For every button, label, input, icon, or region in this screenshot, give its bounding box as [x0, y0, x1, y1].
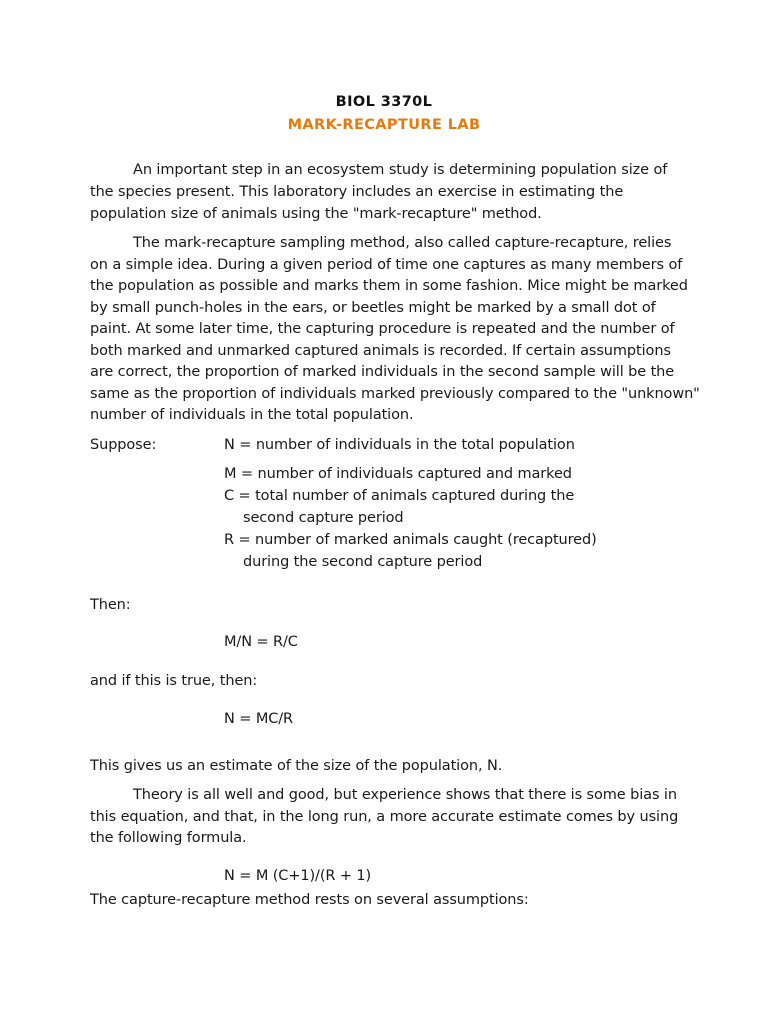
bias-line-2: this equation, and that, in the long run, a more accurate estimate comes by using: [90, 809, 679, 825]
intro-line-2: the species present. This laboratory includes an exercise in estimating the: [90, 184, 624, 200]
method-line-4: by small punch-holes in the ears, or beetles might be marked by a small dot of: [90, 300, 656, 316]
estimate-note: This gives us an estimate of the size of the population, N.: [90, 758, 503, 774]
estimate-equation: N = MC/R: [224, 711, 294, 727]
method-line-2: on a simple idea. During a given period of time one captures as many members of: [90, 257, 683, 273]
definition-c-cont: second capture period: [243, 510, 404, 526]
method-line-6: both marked and unmarked captured animals is recorded. If certain assumptions: [90, 343, 671, 359]
definition-r: R = number of marked animals caught (recaptured): [224, 532, 597, 548]
definition-n: N = number of individuals in the total population: [224, 437, 575, 453]
if-true-label: and if this is true, then:: [90, 673, 258, 689]
definition-m: M = number of individuals captured and marked: [224, 466, 572, 482]
method-line-5: paint. At some later time, the capturing procedure is repeated and the number of: [90, 321, 675, 337]
course-code: BIOL 3370L: [335, 94, 433, 110]
method-line-8: same as the proportion of individuals marked previously compared to the "unknown": [90, 386, 700, 402]
intro-line-1: An important step in an ecosystem study is determining population size of: [133, 162, 668, 178]
corrected-formula: N = M (C+1)/(R + 1): [224, 868, 372, 884]
assumptions-intro: The capture-recapture method rests on several assumptions:: [90, 892, 529, 908]
bias-line-3: the following formula.: [90, 830, 247, 846]
method-line-9: number of individuals in the total population.: [90, 407, 414, 423]
bias-line-1: Theory is all well and good, but experience shows that there is some bias in: [133, 787, 677, 803]
method-line-7: are correct, the proportion of marked individuals in the second sample will be the: [90, 364, 675, 380]
definition-r-cont: during the second capture period: [243, 554, 483, 570]
ratio-equation: M/N = R/C: [224, 634, 298, 650]
method-line-1: The mark-recapture sampling method, also called capture-recapture, relies: [133, 235, 672, 251]
method-line-3: the population as possible and marks them in some fashion. Mice might be marked: [90, 278, 688, 294]
then-label: Then:: [90, 597, 131, 613]
definition-c: C = total number of animals captured during the: [224, 488, 575, 504]
suppose-label: Suppose:: [90, 437, 157, 453]
intro-line-3: population size of animals using the "mark-recapture" method.: [90, 206, 542, 222]
lab-title: MARK-RECAPTURE LAB: [287, 117, 481, 133]
